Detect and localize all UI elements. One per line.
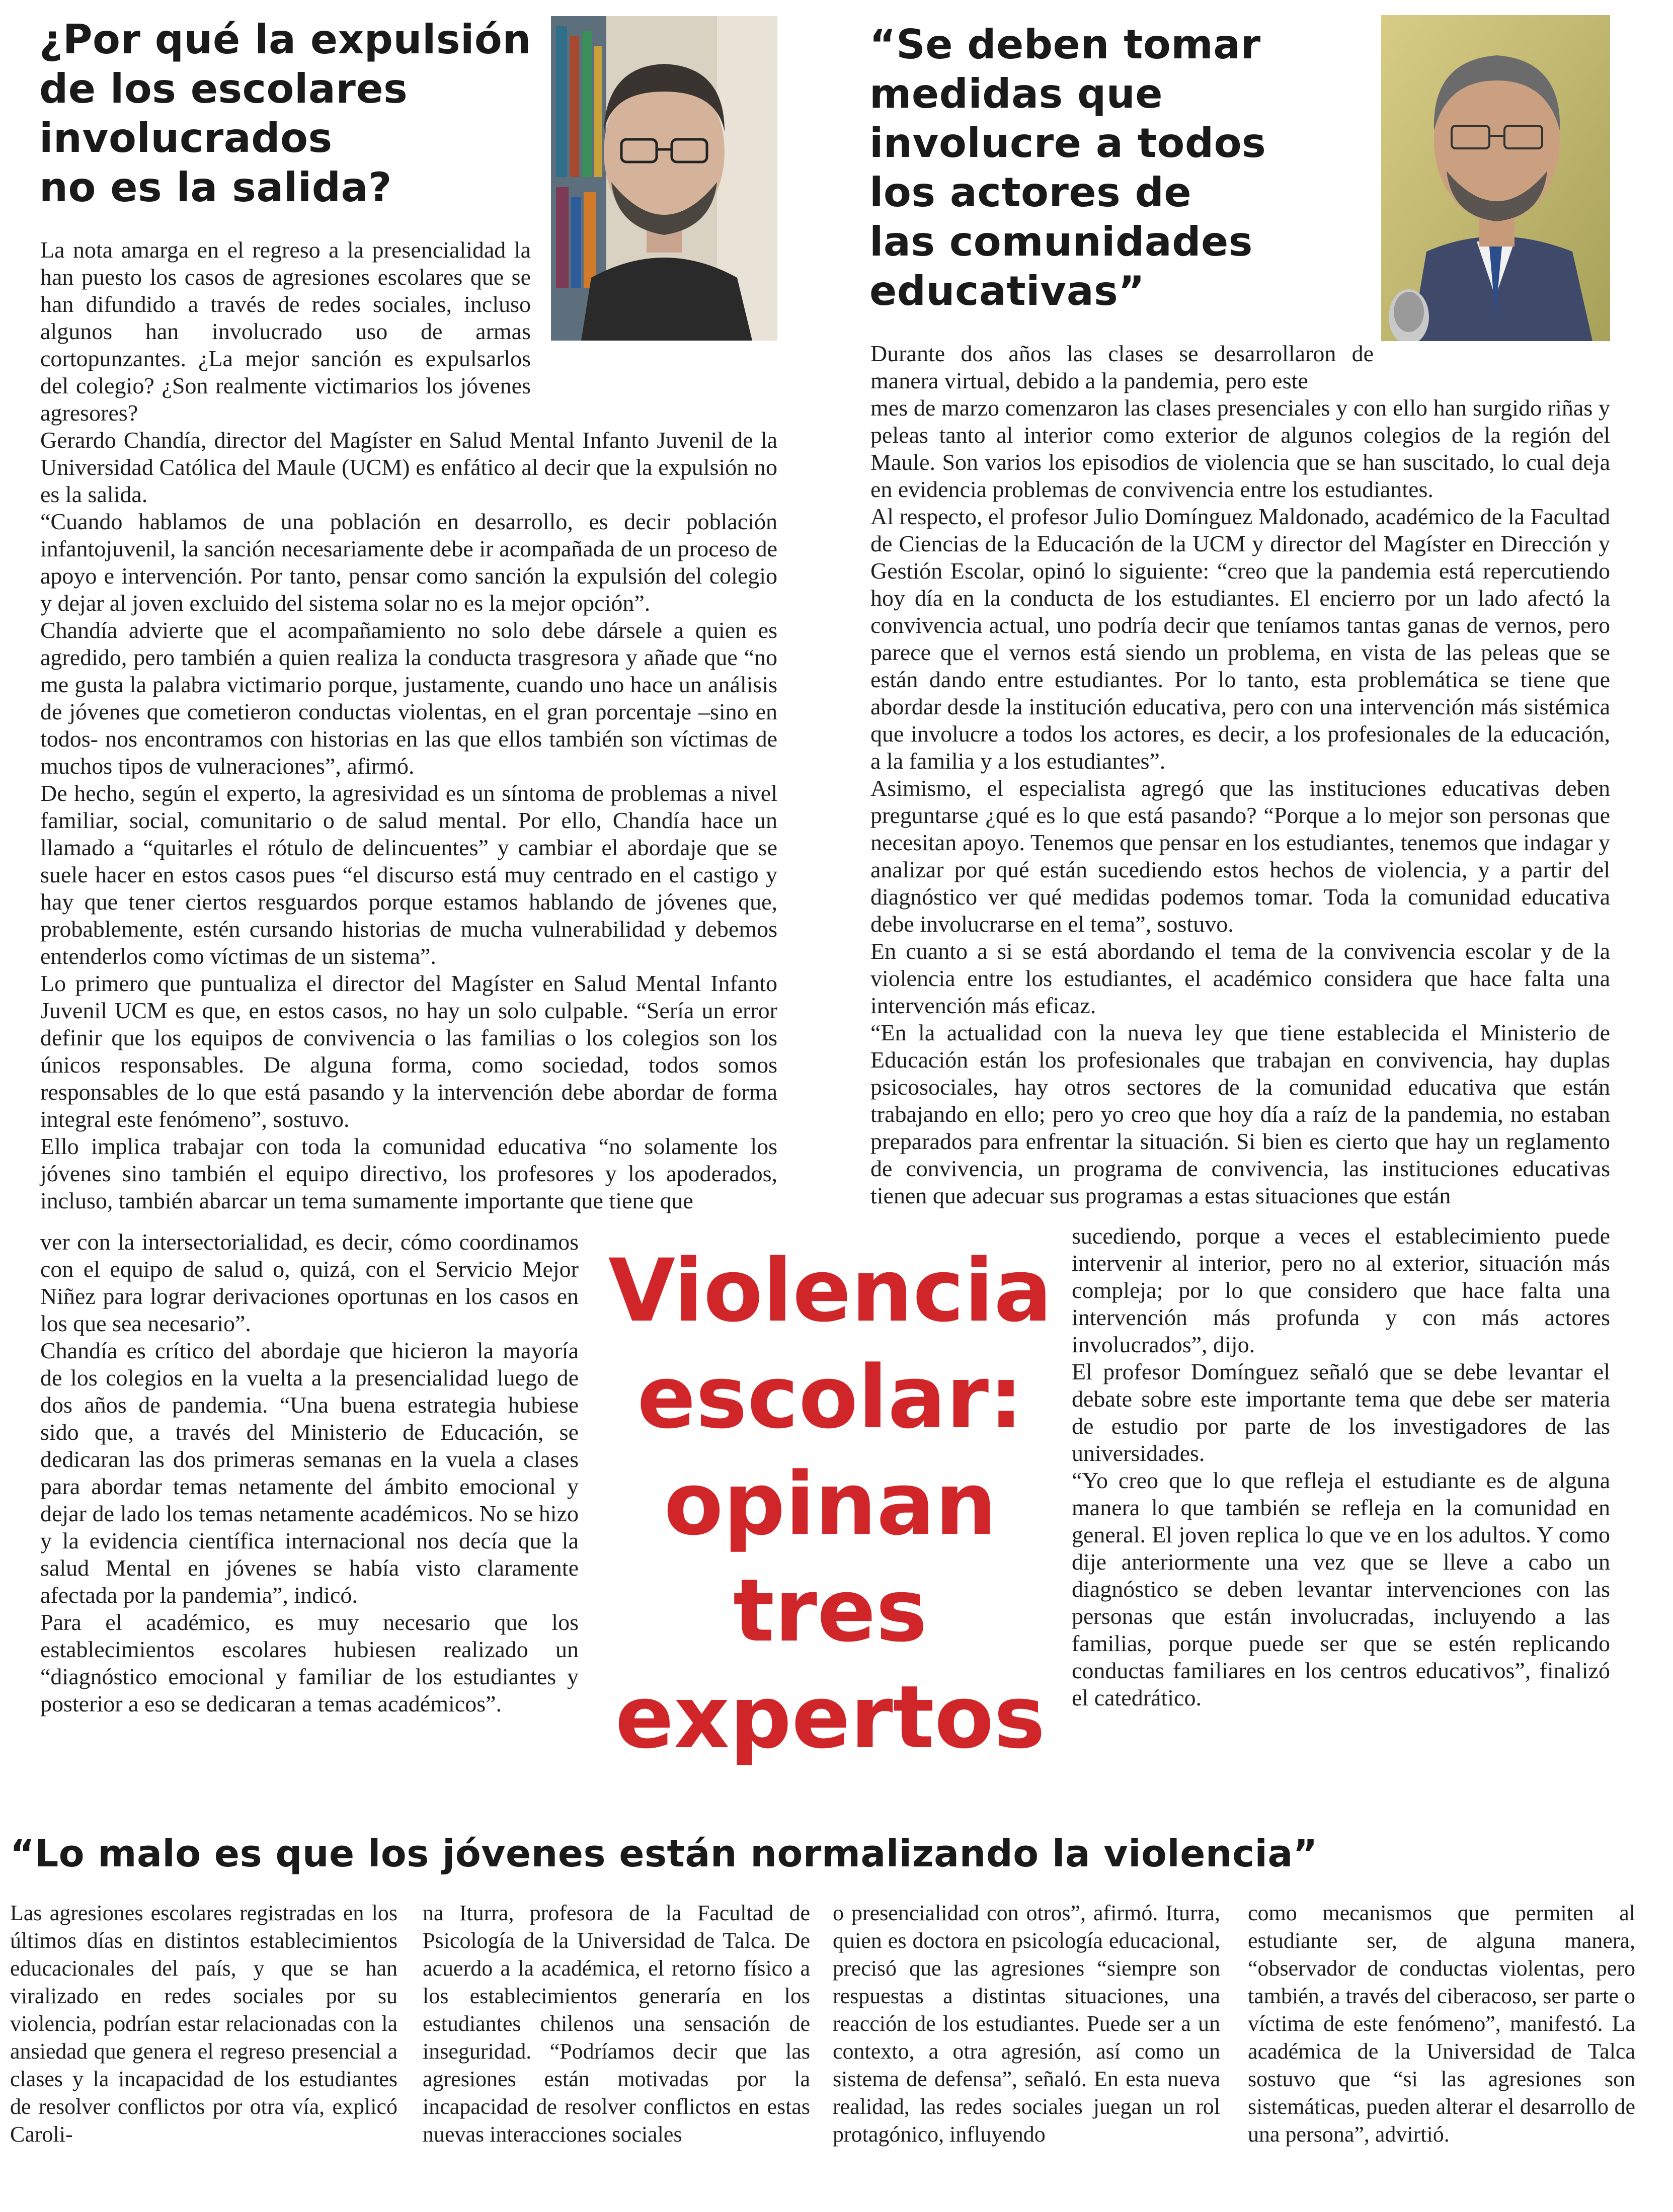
article2-paragraph: “Yo creo que lo que refleja el estudiante es de alguna manera lo que también se refleja en la comunidad en general. El joven replica lo que ve en los adultos. Y como dije anteriormente una vez que se lleve a cabo un diagnóstico se deben levantar intervenciones con las personas que están involucradas, incluyendo a las familias, porque puede ser que se estén replicando conductas familiares en los centros educativos”, finalizó el catedrático. (1072, 1467, 1610, 1710)
article1-paragraph: De hecho, según el experto, la agresividad es un síntoma de problemas a nivel familiar, social, comunitario o de salud mental. Por ello, Chandía hace un llamado a “quitarles el rótulo de delincuentes” y cambiar el abordaje que se suele hacer en estos casos pues “el discurso está muy centrado en el castigo y hay que tener ciertos resguardos porque estamos hablando de jóvenes que, probablemente, estén cursando historias de mucha vulnerabilidad y debemos entenderlos como víctimas de un sistema”. (40, 780, 777, 969)
article2-paragraph: En cuanto a si se está abordando el tema de la convivencia escolar y de la violencia entre los estudiantes, el académico considera que hace falta una intervención más eficaz. (870, 938, 1610, 1018)
article2-title-line: medidas que (869, 70, 1163, 117)
main-title-line: expertos (615, 1667, 1046, 1768)
article3-column-2: na Iturra, profesora de la Facultad de Psicología de la Universidad de Talca. De acuerdo a la académica, el retorno físico a los establecimientos generaría en los estudiantes chilenos una sensación de inseguridad. “Podríamos decir que las agresiones están motivadas por la incapacidad de resolver conflictos en estas nuevas interacciones sociales (423, 1901, 810, 2147)
article1-paragraph: Chandía es crítico del abordaje que hicieron la mayoría de los colegios en la vuelta a la presencialidad luego de dos años de pandemia. “Una buena estrategia hubiese sido que, a través del Ministerio de Educación, se dedicaran las dos primeras semanas en la vuela a clases para abordar temas netamente del ámbito emocional y dejar de lado los temas netamente académicos. No se hizo y la evidencia científica internacional nos decía que la salud Mental en jóvenes se había visto claramente afectada por la pandemia”, indicó. (40, 1338, 579, 1608)
main-title-line: escolar: (637, 1347, 1023, 1448)
article1-paragraph: Chandía advierte que el acompañamiento no solo debe dársele a quien es agredido, pero también a quien realiza la conducta trasgresora y añade que “no me gusta la palabra victimario porque, justamente, cuando uno hace un análisis de jóvenes que cometieron conductas violentas, en el gran porcentaje –sino en todos- nos encontramos con historias en las que ellos también son víctimas de muchos tipos de vulneraciones”, afirmó. (40, 617, 777, 779)
article1-paragraph: Lo primero que puntualiza el director del Magíster en Salud Mental Infanto Juvenil UCM es que, en estos casos, no hay un solo culpable. “Sería un error definir que los equipos de convivencia o las familias o los colegios son los únicos responsables. De alguna forma, como sociedad, todos somos responsables de lo que está pasando y la intervención debe abordar de forma integral este fenómeno”, sostuvo. (40, 970, 777, 1132)
article1-body-narrow (40, 1228, 579, 1717)
article1-body-intro (40, 236, 531, 427)
article2-paragraph: Asimismo, el especialista agregó que las instituciones educativas deben preguntarse ¿qué es lo que está pasando? “Porque a lo mejor son personas que necesitan apoyo. Tenemos que pensar en los estudiantes, tenemos que indagar y analizar por qué están sucediendo estos hechos de violencia, y a partir del diagnóstico ver qué medidas podemos tomar. Toda la comunidad educativa debe involucrarse en el tema”, sostuvo. (870, 775, 1610, 937)
article2-title-line: educativas” (869, 268, 1145, 314)
article1-title-line: no es la salida? (39, 164, 392, 211)
article1-paragraph: Gerardo Chandía, director del Magíster en Salud Mental Infanto Juvenil de la Universidad Católica del Maule (UCM) es enfático al decir que la expulsión no es la salida. (40, 427, 777, 507)
article2-title-line: los actores de (869, 169, 1192, 216)
article1-paragraph: La nota amarga en el regreso a la presencialidad la han puesto los casos de agresiones escolares que se han difundido a través de redes sociales, incluso algunos han involucrado uso de armas cortopunzantes. ¿La mejor sanción es expulsarlos del colegio? ¿Son realmente victimarios los jóvenes agresores? (40, 237, 531, 426)
article3-column-3: o presencialidad con otros”, afirmó. Iturra, quien es doctora en psicología educacional, precisó que las agresiones “siempre son respuestas a distintas situaciones, una reacción de los estudiantes. Puede ser a un contexto, a otra agresión, así como un sistema de defensa”, señaló. En esta nueva realidad, las redes sociales juegan un rol protagónico, influyendo (833, 1901, 1220, 2147)
article3-title: “Lo malo es que los jóvenes están normalizando la violencia” (10, 1832, 1318, 1875)
main-title-line: opinan (664, 1453, 997, 1554)
article1-body (40, 427, 777, 1214)
article2-body-narrow (1072, 1222, 1610, 1711)
article2-title-line: las comunidades (869, 218, 1253, 265)
article2-paragraph: El profesor Domínguez señaló que se debe levantar el debate sobre este importante tema que debe ser materia de estudio por parte de los investigadores de las universidades. (1072, 1359, 1610, 1466)
article2-paragraph: mes de marzo comenzaron las clases presenciales y con ello han surgido riñas y peleas tanto al interior como exterior de algunos colegios de la región del Maule. Son varios los episodios de violencia que se han suscitado, lo cual deja en evidencia problemas de convivencia entre los estudiantes. (870, 395, 1610, 502)
article1-paragraph: ver con la intersectorialidad, es decir, cómo coordinamos con el equipo de salud o, quizá, con el Servicio Mejor Niñez para lograr derivaciones oportunas en los casos en los que sea necesario”. (40, 1229, 579, 1336)
main-title (584, 1238, 1077, 1771)
article2-body-intro (870, 340, 1374, 394)
article2-photo (1381, 15, 1610, 341)
article2-paragraph: “En la actualidad con la nueva ley que tiene establecida el Ministerio de Educación están los profesionales que trabajan en convivencia, hay duplas psicosociales, hay otros sectores de la comunidad educativa que están trabajando en ello; pero yo creo que hoy día a raíz de la pandemia, no estaban preparados para enfrentar la situación. Si bien es cierto que hay un reglamento de convivencia, un programa de convivencia, las instituciones educativas tienen que adecuar sus programas a estas situaciones que están (870, 1020, 1610, 1208)
article3-column-1: Las agresiones escolares registradas en los últimos días en distintos establecimientos educacionales del país, y que se han viralizado en redes sociales por su violencia, podrían estar relacionadas con la ansiedad que genera el regreso presencial a clases y la incapacidad de los estudiantes de resolver conflictos por otra vía, explicó Caroli- (10, 1901, 397, 2147)
article2-title-line: involucre a todos (869, 120, 1266, 167)
article1-title-line: involucrados (39, 115, 333, 161)
article1-title (39, 15, 552, 212)
article1-title-line: de los escolares (39, 65, 408, 112)
article2-paragraph: Al respecto, el profesor Julio Domínguez Maldonado, académico de la Facultad de Ciencias de la Educación de la UCM y director del Magíster en Dirección y Gestión Escolar, opinó lo siguiente: “creo que la pandemia está repercutiendo hoy día en la conducta de los estudiantes. El encierro por un lado afectó la convivencia actual, uno podría decir que teníamos tantas ganas de vernos, pero parece que el vernos está siendo un problema, en vista de las peleas que se están dando entre estudiantes. Por lo tanto, esta problemática se tiene que abordar desde la institución educativa, pero con una intervención más sistémica que involucre a todos los actores, es decir, a los profesionales de la educación, a la familia y a los estudiantes”. (870, 504, 1610, 774)
article2-paragraph: sucediendo, porque a veces el establecimiento puede intervenir al interior, pero no al exterior, situación más compleja; por lo que considero que hace falta una intervención más profunda y con más actores involucrados”, dijo. (1072, 1223, 1610, 1357)
article2-paragraph: Durante dos años las clases se desarrollaron de manera virtual, debido a la pandemia, pero este (870, 341, 1374, 393)
article2-title (869, 20, 1373, 316)
article2-title-line: “Se deben tomar (869, 21, 1261, 68)
portrait-man-glasses-image (551, 16, 777, 341)
article1-paragraph: “Cuando hablamos de una población en desarrollo, es decir población infantojuvenil, la sanción necesariamente debe ir acompañada de un proceso de apoyo e intervención. Por tanto, pensar como sanción la expulsión del colegio y dejar al joven excluido del sistema solar no es la mejor opción”. (40, 509, 777, 616)
main-title-line: tres (733, 1560, 928, 1661)
article1-title-line: ¿Por qué la expulsión (39, 16, 531, 63)
main-title-line: Violencia (608, 1240, 1053, 1341)
article3-column-4: como mecanismos que permiten al estudiante ser, de alguna manera, “observador de conductas violentas, pero también, a través del ciberacoso, ser parte o víctima de este fenómeno”, manifestó. La académica de la Universidad de Talca sostuvo que “si las agresiones son sistemáticas, pueden alterar el desarrollo de una persona”, advirtió. (1248, 1901, 1635, 2147)
article1-photo (551, 16, 777, 341)
article1-paragraph: Para el académico, es muy necesario que los establecimientos escolares hubiesen realizado un “diagnóstico emocional y familiar de los estudiantes y posterior a eso se dedicaran a temas académicos”. (40, 1609, 579, 1716)
article2-body (870, 394, 1610, 1209)
portrait-man-microphone-image (1381, 15, 1610, 341)
article1-paragraph: Ello implica trabajar con toda la comunidad educativa “no solamente los jóvenes sino también el equipo directivo, los profesores y los apoderados, incluso, también abarcar un tema sumamente importante que tiene que (40, 1133, 777, 1213)
